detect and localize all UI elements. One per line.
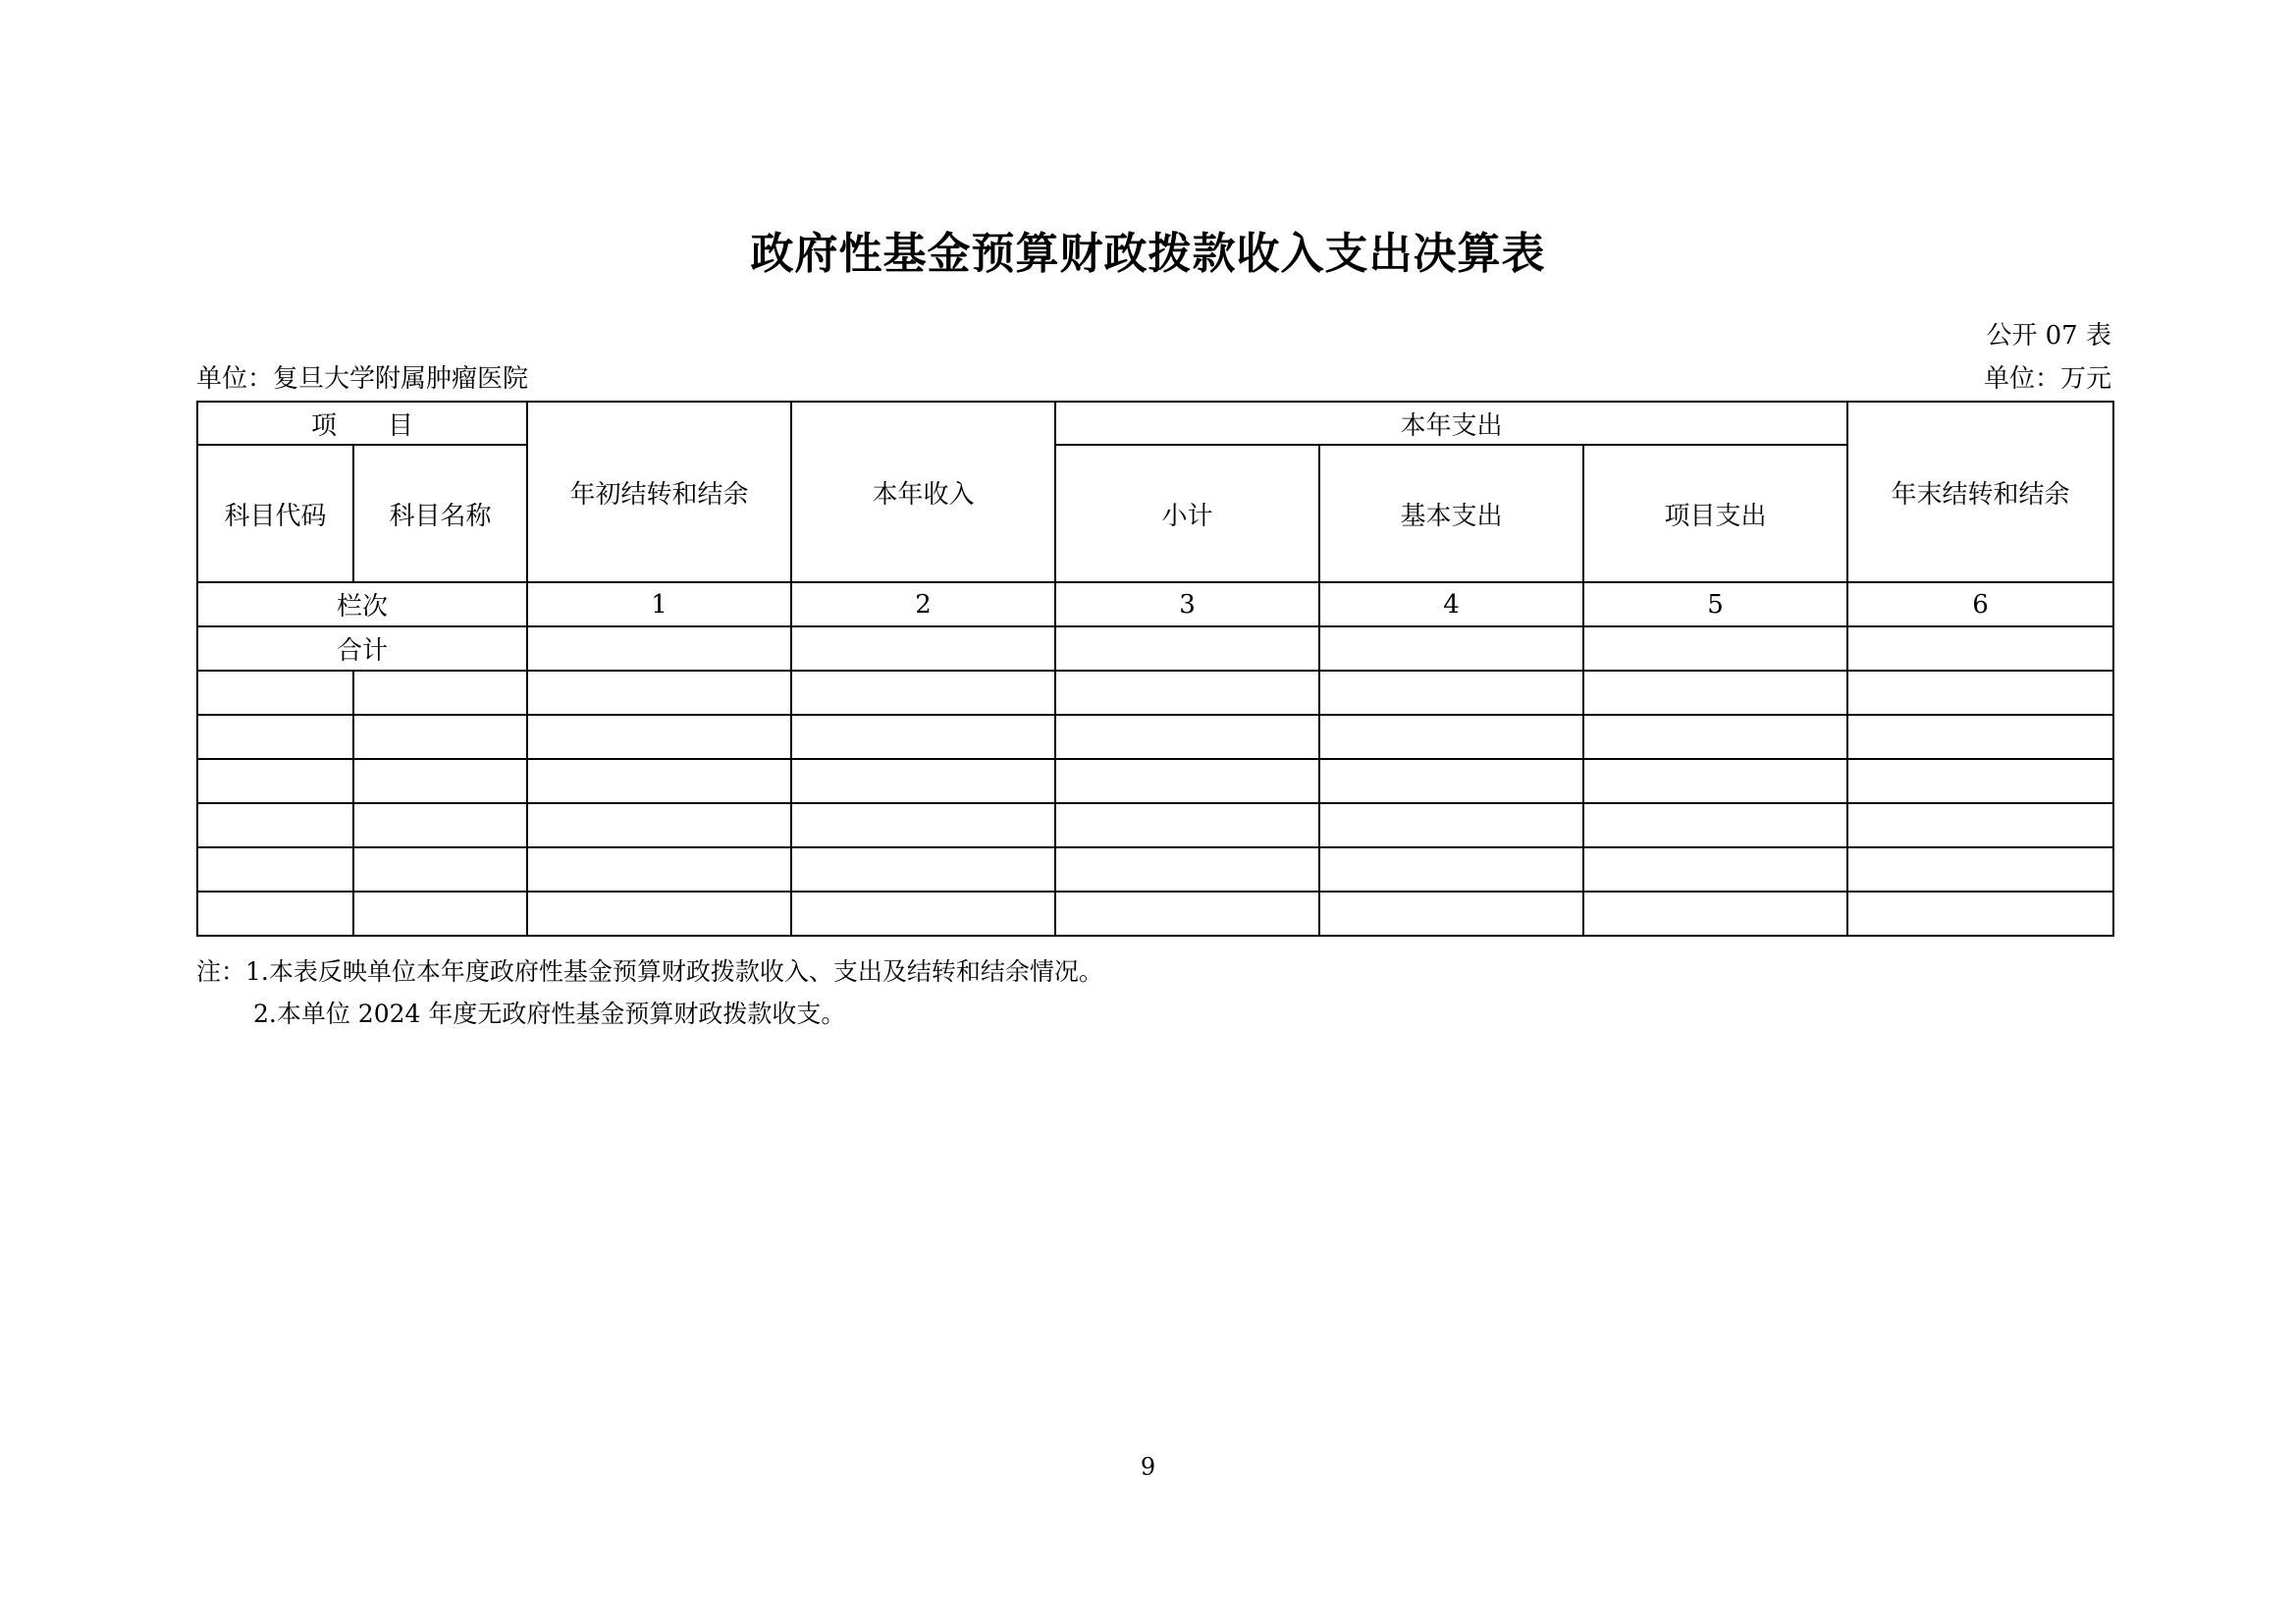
row-value-cell [1319,759,1583,803]
row-value-cell [791,847,1055,892]
table-row [197,847,2113,892]
total-cell [791,626,1055,671]
note-line-2: 2.本单位 2024 年度无政府性基金预算财政拨款收支。 [253,1000,846,1028]
row-name-cell [353,847,527,892]
table-row [197,715,2113,759]
row-value-cell [1583,803,1847,847]
total-label: 合计 [197,626,527,671]
row-value-cell [1055,715,1319,759]
row-value-cell [527,803,791,847]
row-value-cell [791,715,1055,759]
row-value-cell [1055,671,1319,715]
column-index-row [197,582,2113,626]
row-code-cell [197,671,353,715]
row-code-cell [197,892,353,936]
row-value-cell [1583,759,1847,803]
table-row [197,803,2113,847]
row-value-cell [1319,892,1583,936]
row-value-cell [1583,892,1847,936]
row-value-cell [1055,892,1319,936]
row-value-cell [1055,759,1319,803]
header-subject-name: 科目名称 [353,445,527,582]
row-value-cell [791,671,1055,715]
row-value-cell [1847,892,2113,936]
row-value-cell [1583,671,1847,715]
row-value-cell [527,715,791,759]
column-index-cell: 4 [1319,582,1583,626]
unit-organization: 单位：复旦大学附属肿瘤医院 [196,364,529,394]
header-row-1 [197,402,2113,445]
row-value-cell [1583,847,1847,892]
row-code-cell [197,759,353,803]
unit-currency: 单位：万元 [1983,364,2111,394]
column-index-cell: 2 [791,582,1055,626]
row-value-cell [1319,803,1583,847]
column-index-cell: 5 [1583,582,1847,626]
row-value-cell [527,847,791,892]
table-code: 公开 07 表 [1986,321,2111,351]
header-project-expense: 项目支出 [1583,445,1847,582]
row-code-cell [197,803,353,847]
row-value-cell [1847,715,2113,759]
header-closing-balance: 年末结转和结余 [1847,402,2113,582]
header-basic-expense: 基本支出 [1319,445,1583,582]
row-name-cell [353,803,527,847]
row-code-cell [197,715,353,759]
header-subtotal: 小计 [1055,445,1319,582]
table-row [197,892,2113,936]
column-index-cell: 3 [1055,582,1319,626]
row-value-cell [791,892,1055,936]
header-item: 项 目 [197,402,527,445]
total-cell [1847,626,2113,671]
row-value-cell [527,759,791,803]
total-cell [1055,626,1319,671]
column-index-label: 栏次 [197,582,527,626]
header-current-expense: 本年支出 [1055,402,1847,445]
row-value-cell [1055,803,1319,847]
row-code-cell [197,847,353,892]
row-name-cell [353,715,527,759]
document-title: 政府性基金预算财政拨款收入支出决算表 [750,229,1546,279]
total-cell [1583,626,1847,671]
row-value-cell [1319,847,1583,892]
page-number: 9 [1140,1453,1156,1481]
header-opening-balance: 年初结转和结余 [527,402,791,582]
row-value-cell [1847,847,2113,892]
header-current-income: 本年收入 [791,402,1055,582]
row-value-cell [791,759,1055,803]
row-value-cell [1583,715,1847,759]
row-value-cell [1055,847,1319,892]
table-row [197,671,2113,715]
row-value-cell [1847,759,2113,803]
row-name-cell [353,892,527,936]
total-cell [527,626,791,671]
table-row [197,759,2113,803]
budget-table [196,401,2114,937]
header-subject-code: 科目代码 [197,445,353,582]
row-value-cell [791,803,1055,847]
total-cell [1319,626,1583,671]
row-value-cell [527,671,791,715]
row-name-cell [353,671,527,715]
note-line-1: 注：1.本表反映单位本年度政府性基金预算财政拨款收入、支出及结转和结余情况。 [196,957,1103,986]
row-value-cell [1319,671,1583,715]
column-index-cell: 6 [1847,582,2113,626]
total-row [197,626,2113,671]
row-value-cell [527,892,791,936]
column-index-cell: 1 [527,582,791,626]
row-value-cell [1847,671,2113,715]
row-name-cell [353,759,527,803]
header-row-2 [197,445,2113,582]
row-value-cell [1319,715,1583,759]
row-value-cell [1847,803,2113,847]
